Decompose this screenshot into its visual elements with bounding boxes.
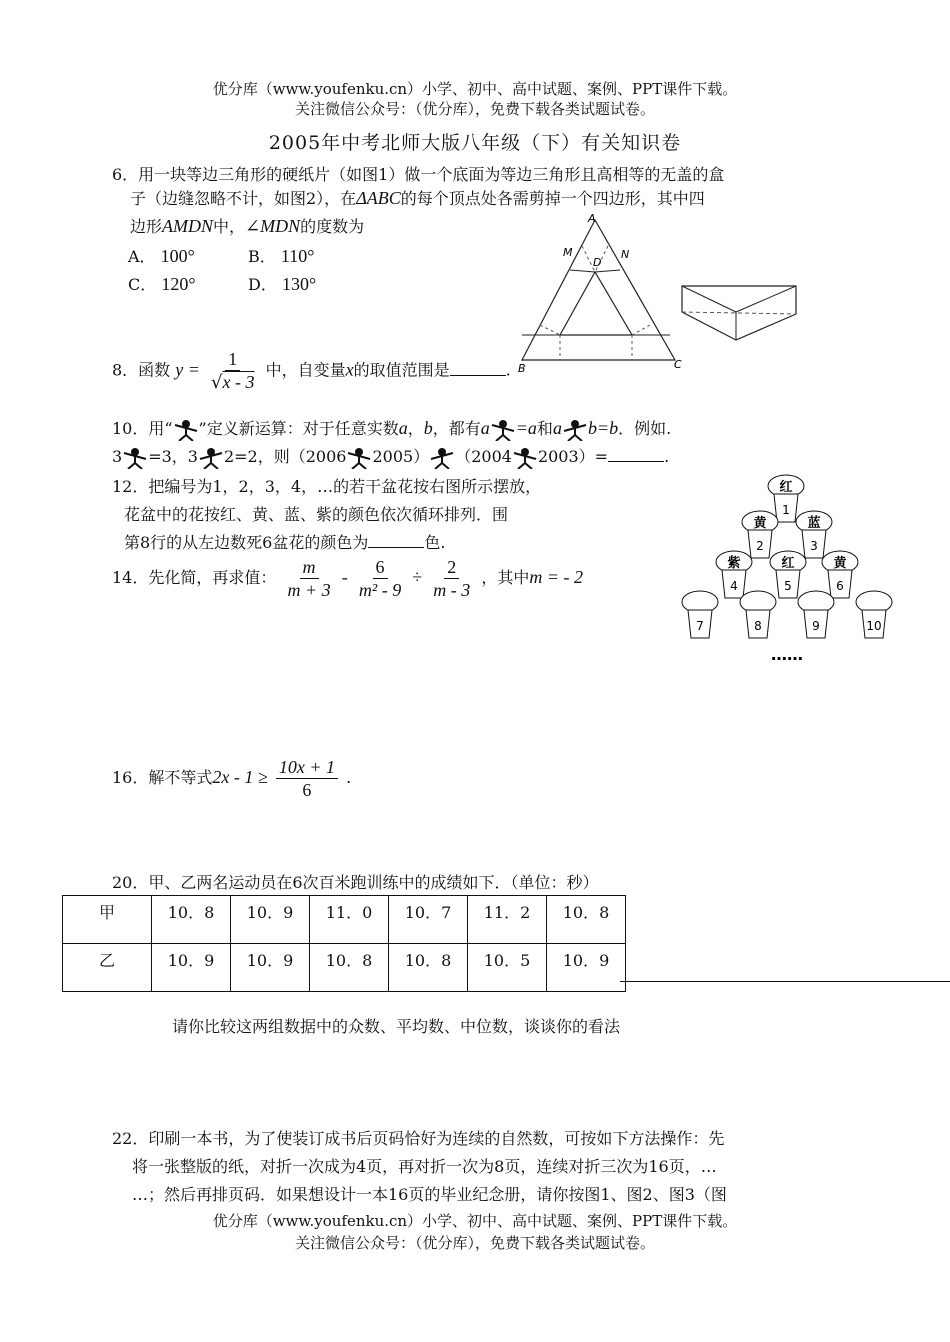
stick-figure-icon [173,419,199,441]
continuation-dots: …… [771,645,803,664]
fraction-numerator: 10x + 1 [276,756,338,779]
q10-line-1 [112,416,671,441]
flower-pot [822,551,858,598]
flower-pot [716,551,752,598]
flower-pot [740,591,776,638]
label-c: C [674,358,682,371]
q6-option-c[interactable] [128,272,196,295]
q10-text: 2003）= [537,447,609,466]
stick-figure-icon [346,447,372,469]
q12-text: 第8行的从左边数死6盆花的颜色为 [124,533,369,552]
option-value: 110° [280,246,315,266]
q10-b: b [423,418,433,438]
q10-text: 2=2，则（2006 [223,447,347,466]
stick-figure-icon [429,447,455,469]
table-cell: 10．9 [547,944,626,992]
q10-text: 和 [536,419,553,438]
fraction-denominator: 6 [302,780,312,800]
q14-fraction-3 [430,556,473,601]
flower-pot [796,511,832,558]
q8-answer-blank[interactable] [450,361,506,376]
q12-text: 色. [424,533,446,552]
q14-fraction-1 [284,556,333,601]
pot-color: 蓝 [807,516,821,531]
pot-number: 3 [810,539,818,553]
q16 [112,756,351,801]
table-row [63,896,626,944]
pot-color: 红 [779,480,793,495]
q14-text: ，其中 [481,568,530,587]
option-value: 130° [281,274,317,294]
table-cell: 10．9 [152,944,231,992]
q8-y: y = [175,359,200,380]
q12-line-2: 花盆中的花按红、黄、蓝、紫的颜色依次循环排列．围 [124,505,509,524]
option-label: C． [128,275,157,294]
pot-number: 5 [784,579,792,593]
row-label: 乙 [63,944,152,992]
pot-color: 黄 [833,556,847,571]
q6-option-b[interactable] [248,244,314,267]
pot-number: 10 [866,619,882,633]
q10-a: a [398,418,408,438]
stick-figure-icon [122,447,148,469]
q14-text: 14．先化简，再求值： [112,568,277,587]
pot-color: 红 [781,556,795,571]
option-label: D． [248,275,277,294]
table-cell: 10．9 [231,896,310,944]
option-label: B． [248,247,276,266]
q10-rule-a: =a [515,418,537,438]
q6-figure-1-triangle [510,210,690,375]
cut-line-m [570,270,595,272]
fold-line [632,325,650,335]
table-cell: 11．0 [310,896,389,944]
label-a: A [588,212,596,225]
table-cell: 10．8 [152,896,231,944]
q10-text: ．例如. [618,419,672,438]
option-label: A． [128,247,156,266]
box-hidden-edge [682,312,796,314]
q14-minus: - [341,567,348,587]
fraction-denominator: m + 3 [287,580,331,600]
q6-option-a[interactable] [128,244,195,267]
q6-text: 中， [213,217,246,236]
table-cell: 11．2 [468,896,547,944]
header-line-2: 关注微信公众号：（优分库），免费下载各类试题试卷。 [294,100,655,118]
q14 [112,556,583,601]
page-title: 2005年中考北师大版八年级（下）有关知识卷 [268,132,682,154]
q8-end: . [505,360,511,380]
pot-number: 9 [812,619,820,633]
q8-fraction [208,348,257,394]
table-cell: 10．9 [231,944,310,992]
q10-text: ”定义新运算：对于任意实数 [198,419,399,438]
q6-line-2 [130,186,705,209]
q20-ask: 请你比较这两组数据中的众数、平均数、中位数，谈谈你的看法 [172,1017,621,1036]
q14-divide: ÷ [412,567,423,587]
flower-pots-figure [676,470,898,665]
stick-figure-icon [562,419,588,441]
label-m: M [563,246,573,259]
q10-text: （2004 [455,447,512,466]
box-edge [682,286,736,312]
q8-radicand: x - 3 [222,372,255,392]
q8-text: 中，自变量 [265,360,346,380]
flower-pot [770,551,806,598]
table-cell: 10．7 [389,896,468,944]
table-cell: 10．5 [468,944,547,992]
row-label: 甲 [63,896,152,944]
pot-color: 黄 [753,516,767,531]
cut-line-n [595,270,620,272]
fraction-numerator: 6 [373,556,388,579]
flower-pot [798,591,834,638]
q16-end: . [346,768,352,787]
q6-figure-2-box [678,280,800,350]
fold-line [540,325,560,335]
fraction-numerator: 2 [444,556,459,579]
label-n: N [621,248,630,261]
pot-number: 6 [836,579,844,593]
q8-numerator: 1 [225,348,240,371]
footer-line-1: 优分库（www.youfenku.cn）小学、初中、高中试题、案例、PPT课件下载。 [212,1212,738,1230]
pot-number: 2 [756,539,764,553]
q6-text: 边形 [130,217,163,236]
q6-triangle-symbol: ΔABC [356,188,401,208]
flower-pot [742,511,778,558]
fraction-denominator: m² - 9 [358,580,402,600]
q12-line-3 [124,530,445,553]
q8-text: 的取值范围是 [353,360,450,380]
sqrt-sign: √ [211,372,223,393]
label-d: D [593,256,602,269]
q6-option-d[interactable] [248,272,316,295]
q10-text: 10．用“ [112,419,173,438]
q16-fraction [276,756,338,801]
q10-line-2 [112,444,669,469]
q6-text: 子（边缝忽略不计，如图2），在 [130,189,357,208]
q14-fraction-2 [356,556,404,601]
q14-condition: m = - 2 [529,567,584,587]
q10-text: 2005） [372,447,430,466]
q10-comma: ， [407,419,424,438]
q10-rule-b: b=b [587,418,619,438]
q6-quad-symbol: AMDN [162,216,214,236]
stick-figure-icon [512,447,538,469]
pot-number: 1 [782,503,790,517]
q12-answer-blank[interactable] [368,533,424,548]
q22-line-2: 将一张整版的纸，对折一次成为4页，再对折一次为8页，连续对折三次为16页，… [132,1157,717,1176]
q16-lhs: 2x - 1 ≥ [212,767,268,787]
label-b: B [518,362,526,375]
q6-line-3 [130,214,364,237]
q8-x: x [345,359,354,380]
table-cell: 10．8 [310,944,389,992]
box-edge [736,286,796,312]
q6-text: 的度数为 [300,217,365,236]
flower-pot [682,591,718,638]
q8 [112,348,511,394]
q8-denominator [208,371,257,394]
q22-line-3: …；然后再排页码．如果想设计一本16页的毕业纪念册，请你按图1、图2、图3（图 [132,1185,727,1204]
outer-triangle [522,220,675,360]
q20-text: 20．甲、乙两名运动员在6次百米跑训练中的成绩如下．（单位：秒） [112,873,599,892]
option-value: 120° [161,274,196,294]
q10-text: =3，3 [148,447,198,466]
table-extension-line [620,981,950,982]
flower-pot [856,591,892,638]
stick-figure-icon [198,447,224,469]
stick-figure-icon [490,419,516,441]
q20-score-table [62,895,626,992]
q10-text: 3 [112,447,123,466]
table-row [63,944,626,992]
q6-angle-symbol: ∠MDN [245,216,301,236]
header-line-1: 优分库（www.youfenku.cn）小学、初中、高中试题、案例、PPT课件下载。 [212,80,738,98]
table-cell: 10．8 [547,896,626,944]
q10-answer-blank[interactable] [608,447,664,462]
pot-number: 7 [696,619,704,633]
q6-line-1: 6．用一块等边三角形的硬纸片（如图1）做一个底面为等边三角形且高相等的无盖的盒 [112,165,725,184]
q22-line-1: 22．印刷一本书，为了使装订成书后页码恰好为连续的自然数，可按如下方法操作：先 [112,1129,725,1148]
q12-line-1: 12．把编号为1，2，3，4，…的若干盆花按右图所示摆放， [112,477,542,496]
inner-triangle [560,272,632,335]
q10-text: ，都有 [432,419,481,438]
option-value: 100° [160,246,195,266]
footer-line-2: 关注微信公众号：（优分库），免费下载各类试题试卷。 [294,1234,655,1252]
q16-text: 16．解不等式 [112,768,213,787]
q10-a: a [552,418,562,438]
q10-a: a [480,418,490,438]
q6-text: 的每个顶点处各需剪掉一个四边形，其中四 [400,189,705,208]
pot-color: 紫 [727,556,741,571]
q8-text: 8．函数 [112,360,171,380]
pot-number: 4 [730,579,738,593]
pot-number: 8 [754,619,762,633]
q10-end: . [664,447,670,466]
fraction-denominator: m - 3 [433,580,471,600]
fraction-numerator: m [300,556,319,579]
table-cell: 10．8 [389,944,468,992]
